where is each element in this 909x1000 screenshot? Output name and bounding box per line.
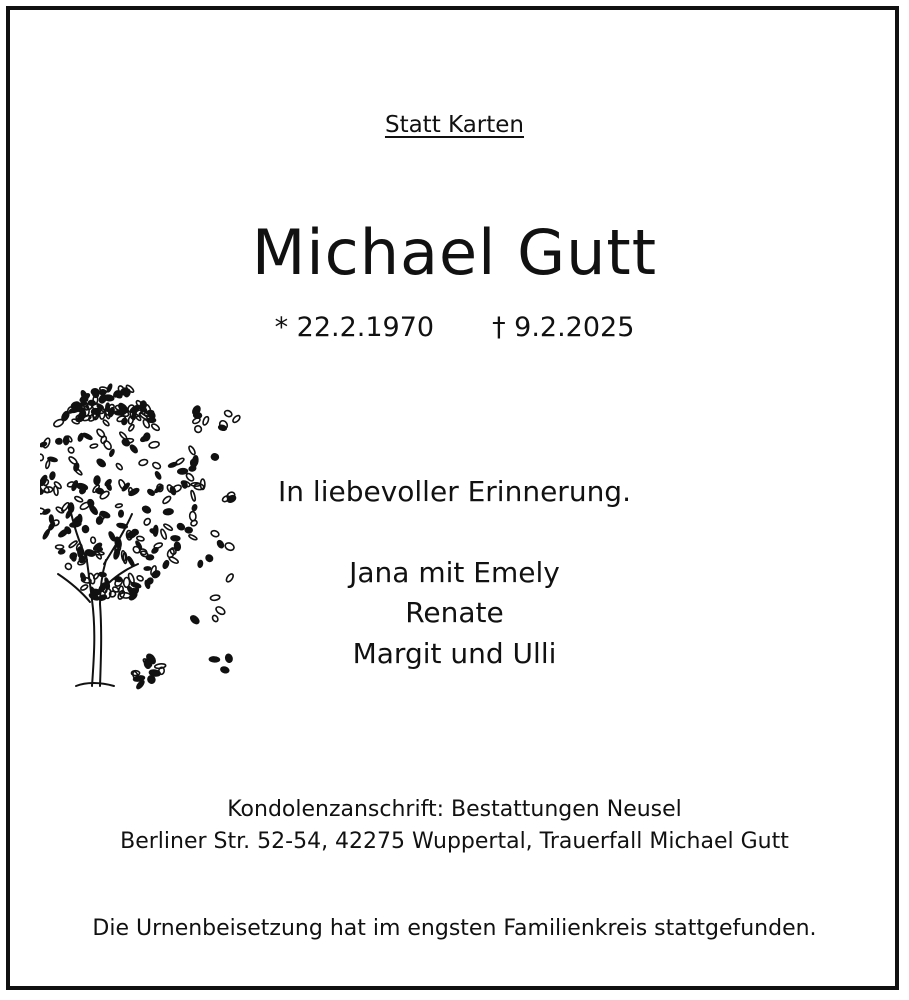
mourner-renate: Renate [405,596,504,629]
condolence-address-line2: Berliner Str. 52-54, 42275 Wuppertal, Trauerfall Michael Gutt [120,829,789,854]
life-dates [0,312,909,343]
death-date: † 9.2.2025 [492,312,635,343]
deceased-name: Michael Gutt [251,216,658,289]
header-statt-karten: Statt Karten [384,112,525,138]
mourner-jana: Jana mit Emely [349,556,560,589]
memory-line: In liebevoller Erinnerung. [278,475,631,508]
birth-date: * 22.2.1970 [274,312,435,343]
condolence-address-line1: Kondolenzanschrift: Bestattungen Neusel [227,797,682,822]
burial-note: Die Urnenbeisetzung hat im engsten Familienkreis stattgefunden. [92,916,817,941]
mourner-margit-ulli: Margit und Ulli [352,637,557,670]
